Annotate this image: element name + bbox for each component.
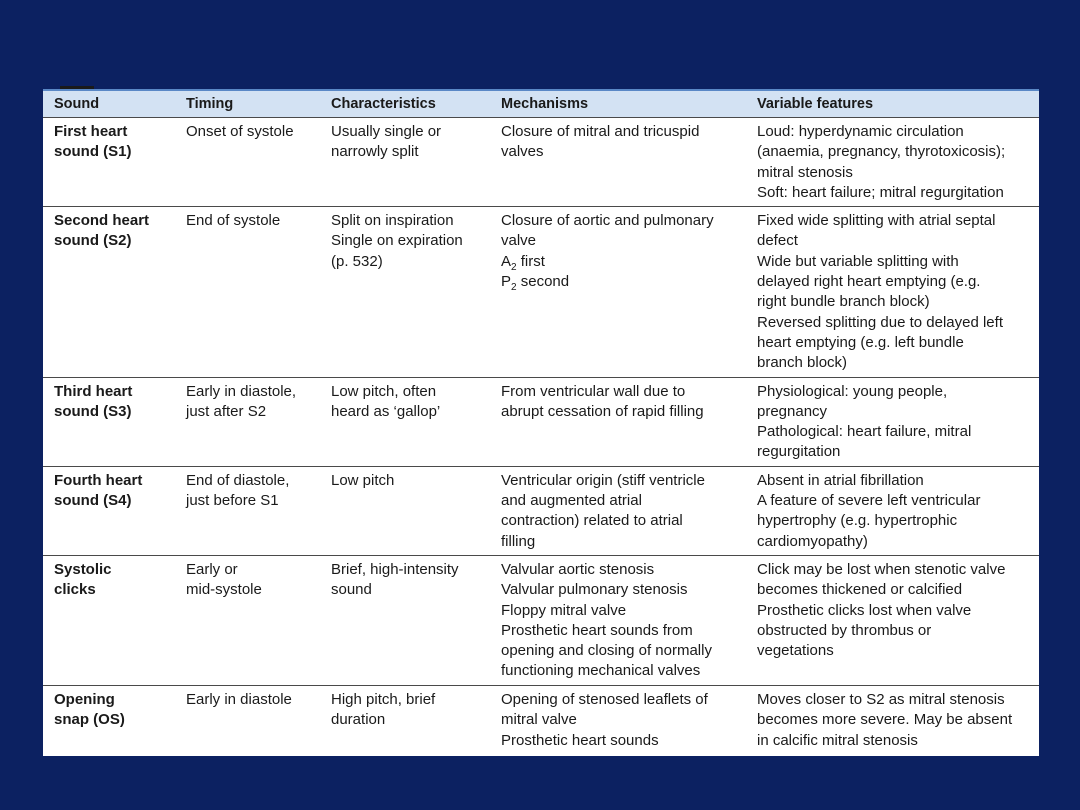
sound-cell xyxy=(43,118,175,207)
variable-line: Soft: heart failure; mitral regurgitation xyxy=(757,183,1004,201)
characteristics-line: High pitch, brief xyxy=(331,690,436,708)
variable-features-cell xyxy=(746,118,1039,207)
sound-cell xyxy=(43,377,175,466)
mechanisms-cell xyxy=(490,466,746,555)
sound-line: Fourth heart xyxy=(54,471,143,489)
sound-line: Systolic xyxy=(54,560,112,578)
sound-line: sound (S2) xyxy=(54,232,132,250)
variable-line: mitral stenosis xyxy=(757,163,853,181)
characteristics-line: heard as ‘gallop’ xyxy=(331,402,441,420)
characteristics-line: Split on inspiration xyxy=(331,212,454,230)
mechanisms-line: Closure of mitral and tricuspid xyxy=(501,123,700,140)
variable-line: Click may be lost when stenotic valve xyxy=(757,560,1006,578)
variable-line: obstructed by thrombus or xyxy=(757,621,932,639)
variable-line: heart emptying (e.g. left bundle xyxy=(757,333,964,351)
variable-line: Reversed splitting due to delayed left xyxy=(757,313,1003,331)
characteristics-line: Low pitch, often xyxy=(331,382,437,400)
mechanisms-line: Floppy mitral valve xyxy=(501,601,627,619)
variable-line: branch block) xyxy=(757,354,848,372)
variable-line: Fixed wide splitting with atrial septal xyxy=(757,212,996,230)
sound-cell xyxy=(43,685,175,753)
characteristics-cell xyxy=(320,207,490,377)
a2-subscript: 2 xyxy=(511,261,517,273)
timing-line: Early or xyxy=(186,560,238,578)
timing-line: Onset of systole xyxy=(186,123,294,140)
mechanisms-line: Prosthetic heart sounds xyxy=(501,731,659,749)
mechanisms-line: and augmented atrial xyxy=(501,492,642,510)
sound-line: sound (S3) xyxy=(54,402,132,420)
mechanisms-line: valve xyxy=(501,232,537,250)
mechanisms-line: abrupt cessation of rapid filling xyxy=(501,402,704,420)
mechanisms-cell xyxy=(490,207,746,377)
sound-line: snap (OS) xyxy=(54,711,125,729)
timing-cell xyxy=(175,118,320,207)
sound-line: Third heart xyxy=(54,382,133,400)
variable-line: Wide but variable splitting with xyxy=(757,252,959,270)
mechanisms-line: functioning mechanical valves xyxy=(501,662,701,680)
mechanisms-line: contraction) related to atrial xyxy=(501,512,683,530)
characteristics-line: sound xyxy=(331,581,372,599)
table-row-s2 xyxy=(43,207,1039,377)
mechanisms-line: Valvular aortic stenosis xyxy=(501,560,655,578)
header-mechanisms: Mechanisms xyxy=(490,91,746,118)
timing-cell xyxy=(175,466,320,555)
header-sound: Sound xyxy=(43,91,175,118)
variable-line: (anaemia, pregnancy, thyrotoxicosis); xyxy=(757,143,1006,161)
characteristics-cell xyxy=(320,377,490,466)
characteristics-cell xyxy=(320,685,490,753)
variable-line: pregnancy xyxy=(757,402,828,420)
mechanisms-line: Valvular pulmonary stenosis xyxy=(501,581,688,599)
characteristics-line: duration xyxy=(331,711,386,729)
table-header-row xyxy=(43,91,1039,118)
table-row-opening-snap xyxy=(43,685,1039,753)
mechanisms-cell xyxy=(490,377,746,466)
timing-line: just after S2 xyxy=(186,402,267,420)
timing-cell xyxy=(175,685,320,753)
characteristics-line: Usually single or xyxy=(331,123,442,140)
mechanisms-cell xyxy=(490,685,746,753)
variable-features-cell xyxy=(746,466,1039,555)
table-row-s4 xyxy=(43,466,1039,555)
variable-line: Prosthetic clicks lost when valve xyxy=(757,601,972,619)
p2-letter: P xyxy=(501,273,512,291)
timing-line: End of systole xyxy=(186,212,281,230)
mechanisms-line: From ventricular wall due to xyxy=(501,382,686,400)
mechanisms-line-p2 xyxy=(501,272,740,292)
mechanisms-line-a2 xyxy=(501,252,740,272)
variable-features-cell xyxy=(746,555,1039,685)
p2-text: second xyxy=(516,273,570,291)
variable-line: regurgitation xyxy=(757,443,841,461)
a2-text: first xyxy=(516,252,545,270)
variable-line: A feature of severe left ventricular xyxy=(757,492,981,510)
variable-line: in calcific mitral stenosis xyxy=(757,731,918,749)
variable-line: Pathological: heart failure, mitral xyxy=(757,423,972,441)
header-characteristics: Characteristics xyxy=(320,91,490,118)
mechanisms-line: Closure of aortic and pulmonary xyxy=(501,212,714,230)
variable-line: becomes more severe. May be absent xyxy=(757,711,1013,729)
timing-line: Early in diastole, xyxy=(186,382,297,400)
characteristics-cell xyxy=(320,118,490,207)
table-row-s1 xyxy=(43,118,1039,207)
sound-cell xyxy=(43,555,175,685)
characteristics-line: (p. 532) xyxy=(331,252,383,270)
timing-line: Early in diastole xyxy=(186,690,292,708)
variable-line: Moves closer to S2 as mitral stenosis xyxy=(757,690,1005,708)
variable-line: Physiological: young people, xyxy=(757,382,948,400)
variable-line: Loud: hyperdynamic circulation xyxy=(757,123,964,140)
mechanisms-line: mitral valve xyxy=(501,711,577,729)
timing-line: End of diastole, xyxy=(186,471,290,489)
timing-cell xyxy=(175,555,320,685)
characteristics-line: Brief, high-intensity xyxy=(331,560,459,578)
sound-cell xyxy=(43,207,175,377)
variable-line: hypertrophy (e.g. hypertrophic xyxy=(757,512,958,530)
mechanisms-cell xyxy=(490,118,746,207)
sound-cell xyxy=(43,466,175,555)
mechanisms-cell xyxy=(490,555,746,685)
mechanisms-line: Opening of stenosed leaflets of xyxy=(501,690,708,708)
sound-line: Second heart xyxy=(54,212,150,230)
header-timing: Timing xyxy=(175,91,320,118)
characteristics-line: Low pitch xyxy=(331,471,395,489)
heart-sounds-table-container xyxy=(43,89,1039,756)
variable-line: delayed right heart emptying (e.g. xyxy=(757,273,981,291)
variable-line: cardiomyopathy) xyxy=(757,532,868,550)
sound-line: Opening xyxy=(54,690,115,708)
mechanisms-line: opening and closing of normally xyxy=(501,642,712,660)
sound-line: sound (S1) xyxy=(54,143,132,161)
mechanisms-line: valves xyxy=(501,143,544,161)
sound-line: clicks xyxy=(54,581,96,599)
characteristics-cell xyxy=(320,555,490,685)
heart-sounds-table xyxy=(43,91,1039,754)
p2-subscript: 2 xyxy=(511,282,517,294)
characteristics-line: narrowly split xyxy=(331,143,419,161)
sound-line: First heart xyxy=(54,123,128,140)
variable-line: vegetations xyxy=(757,642,834,660)
variable-line: becomes thickened or calcified xyxy=(757,581,963,599)
variable-line: defect xyxy=(757,232,798,250)
timing-cell xyxy=(175,377,320,466)
variable-line: right bundle branch block) xyxy=(757,293,930,311)
mechanisms-line: filling xyxy=(501,532,536,550)
variable-features-cell xyxy=(746,207,1039,377)
table-row-s3 xyxy=(43,377,1039,466)
mechanisms-line: Prosthetic heart sounds from xyxy=(501,621,693,639)
header-variable-features: Variable features xyxy=(746,91,1039,118)
mechanisms-line: Ventricular origin (stiff ventricle xyxy=(501,471,705,489)
table-row-systolic-clicks xyxy=(43,555,1039,685)
variable-line: Absent in atrial fibrillation xyxy=(757,471,924,489)
a2-letter: A xyxy=(501,252,512,270)
characteristics-cell xyxy=(320,466,490,555)
variable-features-cell xyxy=(746,377,1039,466)
characteristics-line: Single on expiration xyxy=(331,232,463,250)
timing-line: mid-systole xyxy=(186,581,262,599)
timing-cell xyxy=(175,207,320,377)
variable-features-cell xyxy=(746,685,1039,753)
timing-line: just before S1 xyxy=(186,492,279,510)
sound-line: sound (S4) xyxy=(54,492,132,510)
